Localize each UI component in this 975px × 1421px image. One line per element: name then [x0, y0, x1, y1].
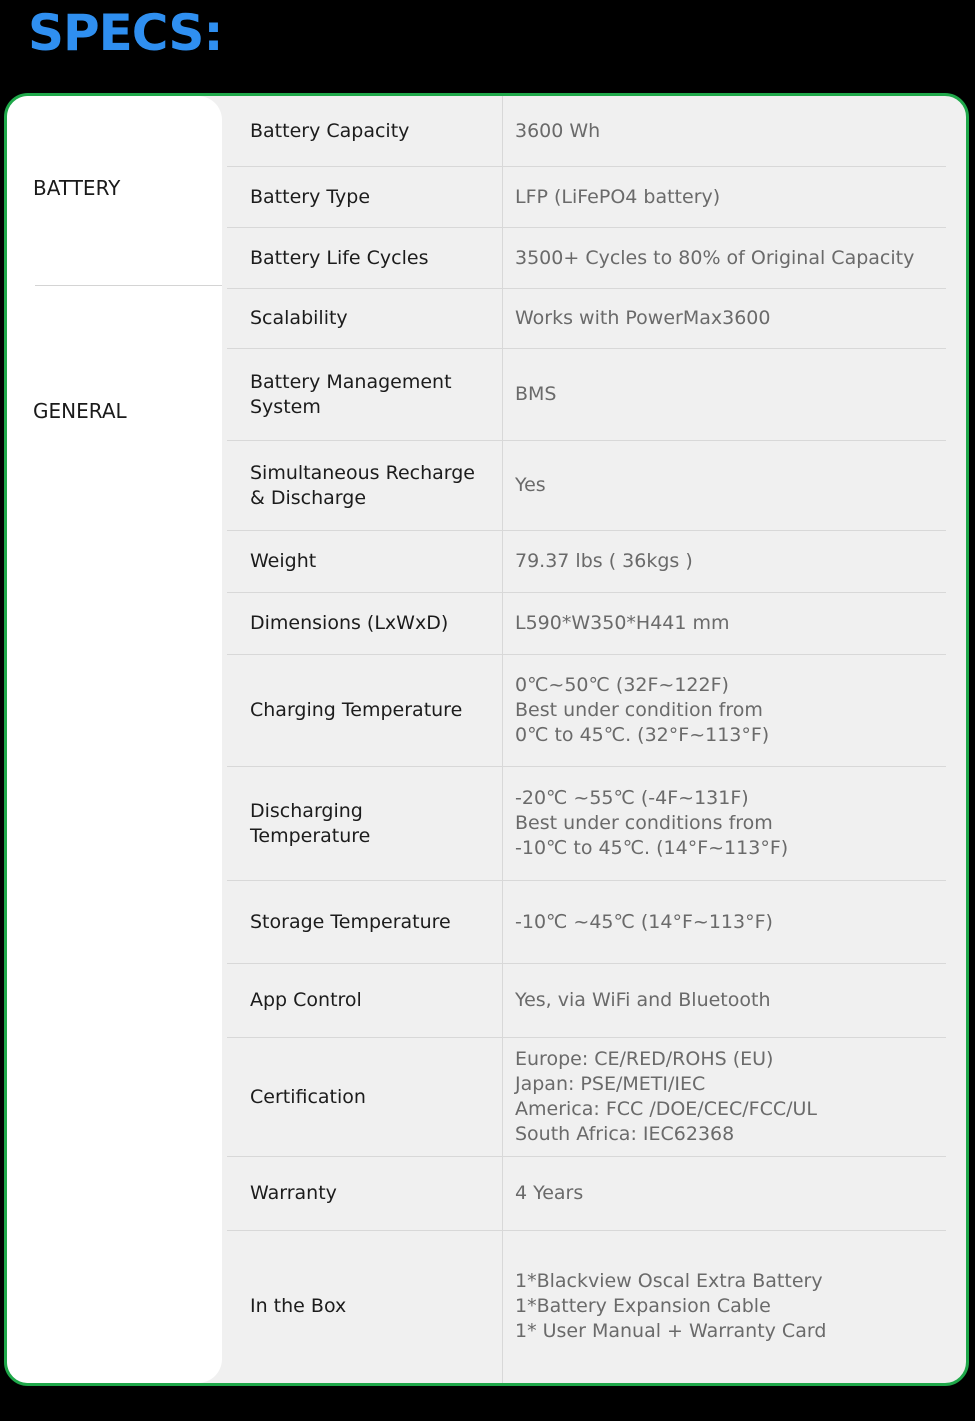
spec-label: Scalability	[250, 307, 348, 329]
table-row	[227, 349, 946, 441]
spec-value: Europe: CE/RED/ROHS (EU) Japan: PSE/METI/IEC America: FCC /DOE/CEC/FCC/UL South Africa: IEC62368	[515, 1048, 818, 1145]
spec-value: -10℃ ~45℃ (14°F~113°F)	[515, 910, 773, 933]
spec-value: Yes, via WiFi and Bluetooth	[515, 989, 771, 1011]
spec-label: Battery Management System	[250, 370, 452, 418]
page-title: SPECS:	[28, 4, 223, 62]
spec-label: In the Box	[250, 1294, 347, 1317]
spec-value: 0℃~50℃ (32F~122F) Best under condition from 0℃ to 45℃. (32°F~113°F)	[515, 674, 770, 746]
spec-label: App Control	[250, 989, 362, 1011]
spec-value: LFP (LiFePO4 battery)	[515, 185, 721, 208]
spec-label: Simultaneous Recharge & Discharge	[250, 461, 475, 509]
spec-value: 3600 Wh	[515, 119, 601, 142]
table-row	[227, 593, 946, 655]
table-row	[227, 228, 946, 289]
spec-value: 1*Blackview Oscal Extra Battery 1*Battery Expansion Cable 1* User Manual + Warranty Card	[515, 1269, 827, 1342]
spec-label: Dimensions (LxWxD)	[250, 612, 449, 634]
category-divider	[35, 285, 222, 286]
category-general: GENERAL	[33, 399, 127, 423]
table-row	[227, 1231, 946, 1381]
spec-value: 4 Years	[515, 1182, 584, 1204]
category-battery: BATTERY	[33, 176, 121, 200]
table-row	[227, 96, 946, 167]
spec-value: Yes	[515, 474, 546, 496]
spec-value: -20℃ ~55℃ (-4F~131F) Best under conditions from -10℃ to 45℃. (14°F~113°F)	[515, 787, 789, 859]
spec-label: Certification	[250, 1085, 366, 1108]
spec-label: Weight	[250, 550, 317, 572]
specs-card	[4, 93, 969, 1386]
spec-label: Discharging Temperature	[250, 799, 371, 847]
table-row	[227, 767, 946, 881]
spec-value: 3500+ Cycles to 80% of Original Capacity	[515, 246, 915, 269]
spec-value: Works with PowerMax3600	[515, 307, 771, 329]
table-row	[227, 531, 946, 593]
table-row	[227, 441, 946, 531]
category-column	[7, 96, 222, 1383]
table-row	[227, 881, 946, 964]
table-row	[227, 1157, 946, 1231]
table-row	[227, 1038, 946, 1157]
spec-label: Warranty	[250, 1182, 337, 1204]
table-row	[227, 167, 946, 228]
table-row	[227, 964, 946, 1038]
spec-value: L590*W350*H441 mm	[515, 612, 730, 634]
spec-label: Storage Temperature	[250, 910, 451, 933]
spec-label: Battery Type	[250, 185, 371, 208]
table-row	[227, 289, 946, 349]
spec-value: BMS	[515, 383, 557, 405]
table-row	[227, 655, 946, 767]
spec-label: Battery Capacity	[250, 119, 410, 142]
spec-value: 79.37 lbs ( 36kgs )	[515, 550, 693, 572]
spec-label: Battery Life Cycles	[250, 246, 429, 269]
spec-label: Charging Temperature	[250, 699, 463, 721]
